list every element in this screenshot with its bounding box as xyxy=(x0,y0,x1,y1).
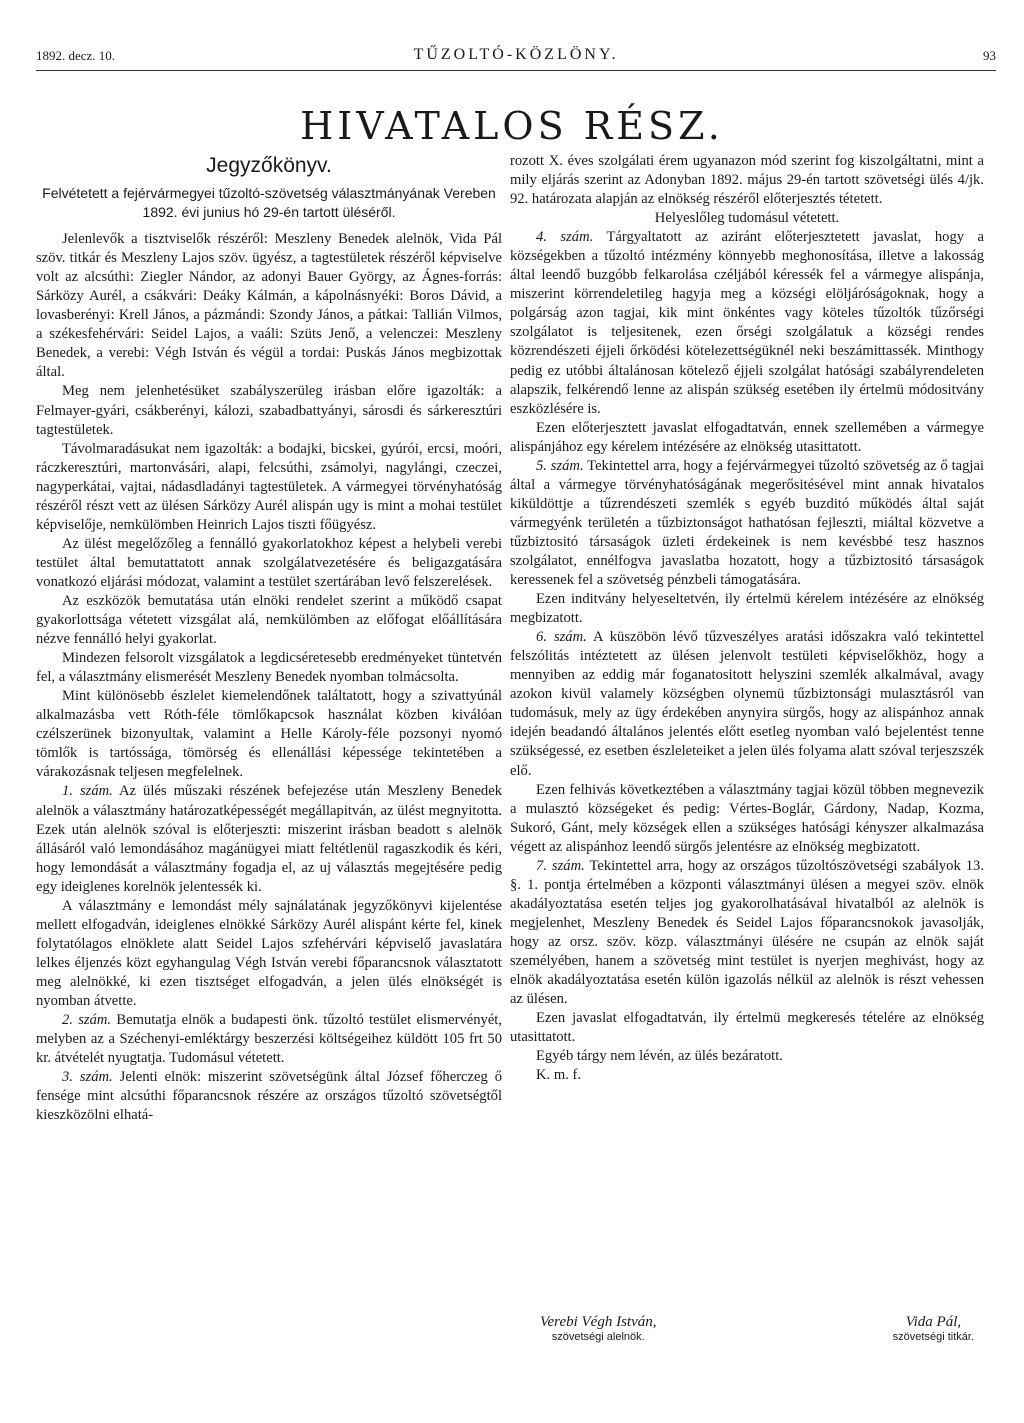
paragraph-attendees: Jelenlevők a tisztviselők részéről: Meszleny Benedek alelnök, Vida Pál szöv. titkár és Meszleny Lajos szöv. ügyész, a tagtestületek részéről képviselve volt az alcsúthi: Ziegler Nándor, az adonyi Bauer György, az Ágnes-forrás: Sárközy Aurél, a csákvári: Deáky Kálmán, a kápolnásnyéki: Boros Dávid, a lovasberényi: Krell János, a pázmándi: Szondy János, a pátkai: Tallián Vilmos, a székesfehérvári: Seidel Lajos, a vaáli: Szüts Jenő, a velenczei: Meszleny Benedek, a verebi: Végh István és végül a tordai: Puskás János megbizottak által. xyxy=(36,231,502,381)
paragraph-demonstration: Az ülést megelőzőleg a fennálló gyakorlatokhoz képest a helybeli verebi testület által bemutattatott annak szolgálatvezetésére és beligazgatására vonatkozó eljárási módozat, valamint a testület szertárában levő felszerelések. xyxy=(36,535,502,590)
paragraph-resolution: Helyeslőleg tudomásul vétetett. xyxy=(654,210,840,227)
signature-name: Vida Pál, xyxy=(905,1314,962,1330)
paragraph-closing: Egyéb tárgy nem lévén, az ülés bezáratott. xyxy=(536,1048,783,1065)
item-number: 5. szám. xyxy=(536,457,584,474)
item-text: Tárgyaltatott az aziránt előterjesztetett javaslat, hogy a községekben a tűzoltó intézmény könnyebb meghonosítása, illetve a lakosság által leendő buzgóbb felkarolása czéljából kéressék fel a vármegye alispánja, miszerint körrendeletileg hagyja meg a községi elöljáróságoknak, hogy a polgárság azon tagjai, kik mint önkéntes vagy köteles tűzoltók tűzőrségi szolgálatot is teljesitenek, ezen őrségi szolgálatuk a községi rendes közrendészeti éjjeli őrködési kötelezettségüknél neki beszámittassék. Minthogy pedig ez utóbbi általánosan kötelező éjjeli szolgálat hatósági szabályrendeleten alapszik, felkérendő lenne az alispán szükség esetében ily értelmü módositvány eszközlésére is. xyxy=(510,229,984,417)
left-column xyxy=(36,150,502,1125)
paragraph-resolution: Ezen előterjesztett javaslat elfogadtatván, ennek szellemében a vármegye alispánjához egy kérelem intézésére az elnökség utasittatott. xyxy=(510,419,984,455)
document-title: Jegyzőkönyv. xyxy=(206,154,332,177)
right-column xyxy=(510,152,984,1085)
paragraph-inspection: Az eszközök bemutatása után elnöki rendelet szerint a működő csapat gyakorlottsága vétetett vizsgálat alá, nemkülömben az előfogat előállítására nézve fennálló helyi gyakorlat. xyxy=(36,592,502,648)
item-number: 6. szám. xyxy=(536,629,587,646)
item-5 xyxy=(510,457,984,590)
signature-role: szövetségi alelnök. xyxy=(551,1331,645,1343)
paragraph-observation: Mint különösebb észlelet kiemelendőnek találtatott, hogy a szivattyúnál alkalmazásba vett Róth-féle tömlőkapcsok használat közben kiválóan czélszerünek bizonyultak, valamint a Helle Károly-féle pozsonyi nyomó tömlők is tartóssága, tömörség és ellenállási képessége tekintetében a várakozásnak teljesen megfelelnek. xyxy=(36,688,502,781)
paragraph-election: A választmány e lemondást mély sajnálatának jegyzőkönyvi kijelentése mellett elfogadván, ideiglenes elnökké Sárközy Aurél alispánt kérte fel, kinek folytatólagos elnöklete alatt Seidel Lajos szfehérvári képviselő javaslatára lelkes éljenzés közt egyhangulag Végh István verebi főparancsnok választatott meg alelnökké, ki ezen tisztséget elfogadván, a jelen ülés elnökségét is nyomban átvette. xyxy=(36,897,502,1009)
item-number: 1. szám. xyxy=(62,783,113,800)
signature-secretary xyxy=(893,1314,974,1343)
header-date: 1892. decz. 10. xyxy=(36,48,116,63)
signature-vice-president xyxy=(540,1314,657,1343)
paragraph-kmf: K. m. f. xyxy=(536,1067,581,1084)
running-header xyxy=(36,44,996,71)
paragraph-resolution: Ezen inditvány helyeseltetvén, ily értelmü kérelem intézésére az elnökség megbizatott. xyxy=(510,591,984,627)
item-1 xyxy=(36,782,502,896)
item-3 xyxy=(36,1068,502,1125)
section-title: HIVATALOS RÉSZ. xyxy=(300,104,724,148)
item-6 xyxy=(510,628,984,780)
item-text: Az ülés műszaki részének befejezése után Meszleny Benedek alelnök a választmány határozatképességét megállapitván, az ülést megnyitotta. Ezek után alelnök szóval is előterjeszti: miszerint irásban beadott s alelnök állásáról való lemondásához magánügyei miatt feltétlenül ragaszkodik és kéri, hogy lemondását a választmány fogadja el, az uj választás megejtésére pedig egy ideiglenes korelnök jelentessék ki. xyxy=(36,783,502,895)
item-number: 3. szám. xyxy=(62,1069,113,1086)
paragraph-resolution: Ezen javaslat elfogadtatván, ily értelmü megkeresés tételére az elnökség utasittatott. xyxy=(510,1010,984,1046)
item-2 xyxy=(36,1011,502,1068)
paragraph-results: Mindezen felsorolt vizsgálatok a legdicséretesebb eredményeket tüntetvén fel, a választmány elismerését Meszleny Benedek nyomban tolmácsolta. xyxy=(36,650,502,686)
document-subtitle: Felvétetett a fejérvármegyei tűzoltó-szövetség választmányának Vereben 1892. évi junius hó 29-én tartott üléséről. xyxy=(42,185,496,221)
signature-name: Verebi Végh István, xyxy=(540,1314,657,1330)
page-number: 93 xyxy=(983,48,996,63)
item-text: Jelenti elnök: miszerint szövetségünk által József főherczeg ő fensége mint alcsúthi főparancsnok részére az országos tűzoltó szövetségtől kieszközölni elhatá- xyxy=(36,1069,502,1124)
paragraph-absent: Távolmaradásukat nem igazolták: a bodajki, bicskei, gyúrói, ercsi, moóri, ráczkeresztúri, martonvásári, alapi, felcsúthi, zsámolyi, nagylángi, czeczei, nagyperkátai, vajtai, nádasdladányi tagtestületek. A vármegyei törvényhatóság részéről részt vett az ülésen Sárközy Aurél alispán ugy is mint a mohai testület képviselője, nemkülömben Heinrich Lajos tiszti főügyész. xyxy=(36,440,502,533)
paragraph-villages: Ezen felhivás következtében a választmány tagjai közül többen megnevezik a mulasztó községeket és pedig: Vértes-Boglár, Gárdony, Nadap, Kozma, Sukoró, Gánt, mely községek ellen a szükséges hatósági kényszer alkalmazása végett az alispánhoz leendő sürgős jelentésre az elnökség megbizatott. xyxy=(510,781,984,855)
item-number: 2. szám. xyxy=(62,1012,112,1029)
item-text: A küszöbön lévő tűzveszélyes aratási időszakra való tekintettel felszólitás intéztetett az ülésen jelenvolt testületi képviselőkhöz, hogy a mennyiben az eddig már foganatositott helyszini szemlék alkalmával, avagy azokon kivül valamely községben olynemü tűzbiztonsági mulasztásról van tudomásuk, mely az ügy érdekében anynyira sürgős, hogy az alispánhoz annak idején beadandó általános jelentés előtt esetleg nyomban való bejelentést tenne szükségessé, ez esetben észleleteiket a jelen ülés folyama alatt szóval terjeszszék elő. xyxy=(510,629,985,779)
paragraph-excused: Meg nem jelenhetésüket szabályszerüleg irásban előre igazolták: a Felmayer-gyári, csákberényi, kálozi, szabadbattyányi, sárosdi és sárkeresztúri tagtestületek. xyxy=(36,383,502,438)
item-text: Tekintettel arra, hogy az országos tűzoltószövetségi szabályok 13. §. 1. pontja értelmében a központi választmányi ülésen a megyei szöv. elnök akadályoztatása esetén teljes jog gyakorolhatásával hivatalból az alelnök is megjelenhet, Meszleny Benedek és Seidel Lajos főparancsnokok javasolják, hogy az orsz. szöv. közp. választmányi ülésére ne csupán az elnök saját személyében, hanem a szövetség mint testület is nyerjen meghivást, hogy az elnök akadályoztatása esetén külön igazolás nélkül az alelnök is részt vehessen az ülésen. xyxy=(510,857,984,1008)
item-number: 4. szám. xyxy=(536,229,594,246)
item-4 xyxy=(510,228,984,418)
signature-role: szövetségi titkár. xyxy=(892,1331,974,1343)
item-number: 7. szám. xyxy=(536,857,585,874)
item-text: Bemutatja elnök a budapesti önk. tűzoltó testület elismervényét, melyben az a Széchenyi-emléktárgy beszerzési költségeihez küldött 105 frt 50 kr. átvételét nyugtatja. Tudomásul vétetett. xyxy=(36,1012,502,1067)
header-title: TŰZOLTÓ-KÖZLÖNY. xyxy=(413,46,619,63)
item-7 xyxy=(510,857,984,1009)
item-text: Tekintettel arra, hogy a fejérvármegyei tűzoltó szövetség az ő tagjai által a vármegye törvényhatóságának megerősitésével mint annak hivatalos kiküldöttje a tűzrendészeti szemlék s egyéb buzditó működés által saját vármegyénk területén a tűzbiztonságot hathatósan fejleszti, miáltal közvetve a tűzbiztositó társaságok üzleti érdekeinek is nem kevésbbé tesz hasznos szolgálatot, ennélfogva javaslatba hozatott, hogy a tűzbiztositó társaságok keressenek fel a szövetség pénzbeli támogatására. xyxy=(510,457,985,589)
paragraph-continuation: rozott X. éves szolgálati érem ugyanazon mód szerint fog kiszolgáltatni, mint a mily eljárás szerint az Adonyban 1892. május 29-én tartott szövetségi ülés 4/jk. 92. határozata alapján az elnökség részéről előterjesztés tétetett. xyxy=(510,153,984,208)
